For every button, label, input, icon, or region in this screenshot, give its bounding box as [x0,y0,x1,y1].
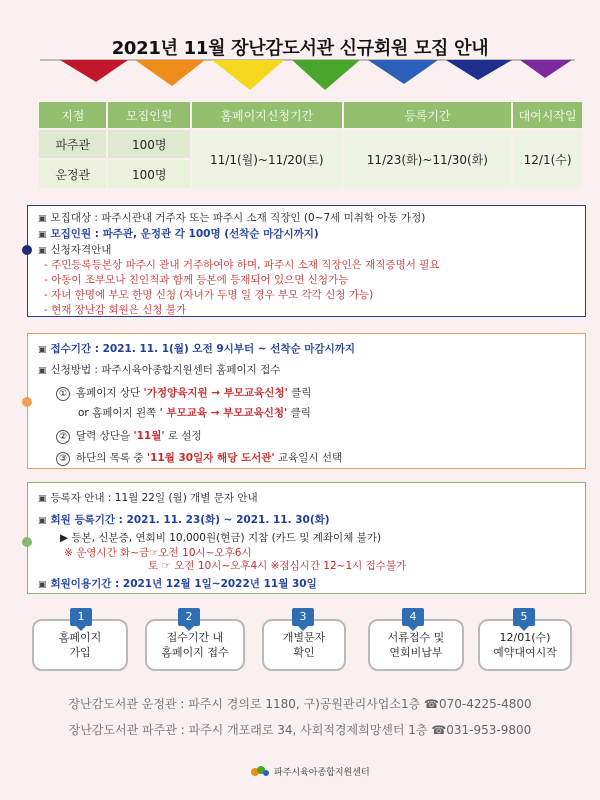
footer-logo [250,764,370,778]
table-header: 홈페이지신청기간 [191,101,343,129]
step-box-payment: 서류접수 및 연회비납부 [368,619,464,671]
branch-cell: 운정관 [38,159,107,189]
required-documents: ▶ 등본, 신분증, 연회비 10,000원(현금) 지참 (카드 및 계좌이체 불가) [60,532,382,544]
bullet-dot [22,245,32,255]
operating-hours-saturday: 토 ☞ 오전 10시~오후4시 ※점심시간 12~1시 접수불가 [148,560,407,572]
register-period-cell: 11/23(화)~11/30(화) [343,129,513,189]
qualification-item: - 현재 장난감 회원은 신청 불가 [44,304,187,316]
step-two: ② 달력 상단을 '11월' 로 설정 [56,428,202,444]
step-number: 4 [402,608,424,626]
logo-icon [250,764,270,778]
step-number: 1 [70,608,92,626]
page-title: 2021년 11월 장난감도서관 신규회원 모집 안내 [111,38,489,59]
count-cell: 100명 [107,159,190,189]
step-number: 5 [513,608,535,626]
operating-hours: ※ 운영시간 화~금☞오전 10시~오후6시 [64,547,252,559]
table-header: 대여시작일 [512,101,583,129]
qualification-item: - 주민등록등본상 파주시 관내 거주하여야 하며, 파주시 소재 직장인은 재직증명서 필요 [44,259,440,271]
registration-period: ▣ 회원 등록기간 : 2021. 11. 23(화) ~ 2021. 11. 30(화) [38,514,330,526]
qualification-item: - 아동이 조부모나 친인척과 함께 등본에 등재되어 있으면 신청가능 [44,274,349,286]
step-box-rental: 12/01(수) 예약대여시작 [478,619,572,671]
recruit-line: ▣ 모집인원 : 파주관, 운정관 각 100명 (선착순 마감시까지) [38,228,319,240]
application-method: ▣ 신청방법 : 파주시육아종합지원센터 홈페이지 접수 [38,364,281,376]
application-period: ▣ 접수기간 : 2021. 11. 1(월) 오전 9시부터 ~ 선착순 마감시까지 [38,343,356,355]
registrant-notice: ▣ 등록자 안내 : 11월 22일 (월) 개별 문자 안내 [38,492,258,504]
step-box-message: 개별문자 확인 [262,619,346,671]
table-header: 지점 [38,101,107,129]
bunting-decoration [0,58,600,98]
step-three: ③ 하단의 목록 중 '11월 30일자 해당 도서관' 교육일시 선택 [56,450,342,466]
count-cell: 100명 [107,129,190,159]
step-number: 2 [178,608,200,626]
target-line: ▣ 모집대상 : 파주시관내 거주자 또는 파주시 소재 직장인 (0~7세 미취학 아동 가정) [38,212,426,224]
table-header: 등록기간 [343,101,513,129]
table-header: 모집인원 [107,101,190,129]
qualification-title: ▣ 신청자격안내 [38,244,112,256]
step-one-alt: or 홈페이지 왼쪽 ' 부모교육 → 부모교육신청' 클릭 [78,407,311,419]
step-box-signup: 홈페이지 가입 [32,619,128,671]
bullet-dot [22,537,32,547]
bullet-dot [22,397,32,407]
step-number: 3 [292,608,314,626]
branch-cell: 파주관 [38,129,107,159]
schedule-table [37,100,584,190]
qualification-item: - 자녀 한명에 부모 한명 신청 (자녀가 두명 일 경우 부모 각각 신청 가능) [44,289,374,301]
step-box-apply: 접수기간 내 홈페이지 접수 [145,619,245,671]
step-one: ① 홈페이지 상단 '가정양육지원 → 부모교육신청' 클릭 [56,385,311,401]
contact-paju: 장난감도서관 파주관 : 파주시 개포래로 34, 사회적경제희망센터 1층 ☎031-953-9800 [68,723,532,737]
rental-start-cell: 12/1(수) [512,129,583,189]
contact-unjeong: 장난감도서관 운정관 : 파주시 경의로 1180, 구)공원관리사업소1층 ☎070-4225-4800 [68,697,532,711]
membership-period: ▣ 회원이용기간 : 2021년 12월 1일~2022년 11월 30일 [38,578,317,590]
apply-period-cell: 11/1(월)~11/20(토) [191,129,343,189]
logo-text: 파주시육아종합지원센터 [274,767,370,778]
